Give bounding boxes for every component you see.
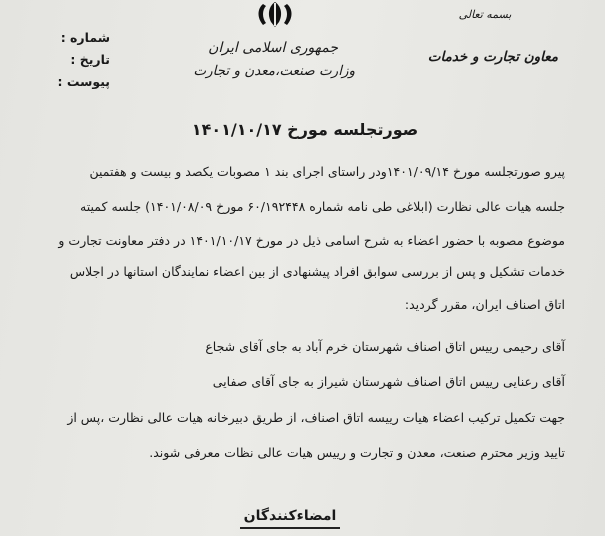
body-line: آقای رعنایی رییس اتاق اصناف شهرستان شیراز به جای آقای صفایی [212,374,565,389]
body-line: خدمات تشکیل و پس از بررسی سوابق افراد پیشنهادی از بین اعضاء نمایندگان استانها در اجلاس [69,264,565,279]
invocation-text: بسمه تعالی [458,8,512,21]
signers-heading: امضاءکنندگان [243,508,337,524]
body-line: موضوع مصوبه با حضور اعضاء به شرح اسامی ذیل در مورخ ۱۴۰۱/۱۰/۱۷ در دفتر معاونت تجارت و [58,233,565,248]
deputy-office-name: معاون تجارت و خدمات [427,49,558,65]
letter-number-label: شماره : [60,30,110,45]
body-line: جلسه هیات عالی نظارت (ابلاغی طی نامه شماره ۶۰/۱۹۲۴۴۸ مورخ ۱۴۰۱/۰۸/۰۹) جلسه کمیته [80,199,565,214]
letter-attachment-label: پیوست : [57,74,110,89]
ministry-name: وزارت صنعت،معدن و تجارت [193,63,355,79]
minutes-title: صورتجلسه مورخ ۱۴۰۱/۱۰/۱۷ [191,120,419,139]
iran-emblem-icon [245,0,305,28]
letter-date-label: تاریخ : [70,52,110,67]
country-name: جمهوری اسلامی ایران [208,40,338,56]
body-line: تایید وزیر محترم صنعت، معدن و تجارت و رییس هیات عالی نظات معرفی شوند. [149,445,565,460]
body-line: جهت تکمیل ترکیب اعضاء هیات رییسه اتاق اصناف، از طریق دبیرخانه هیات عالی نظارت ،پس از [67,410,565,425]
body-line: آقای رحیمی رییس اتاق اصناف شهرستان خرم آباد به جای آقای شجاع [205,339,565,354]
body-line: اتاق اصناف ایران، مقرر گردید: [404,297,565,312]
signers-underline [240,527,340,529]
body-line: پیرو صورتجلسه مورخ ۱۴۰۱/۰۹/۱۴ودر راستای اجرای بند ۱ مصوبات یکصد و بیست و هفتمین [89,164,565,179]
